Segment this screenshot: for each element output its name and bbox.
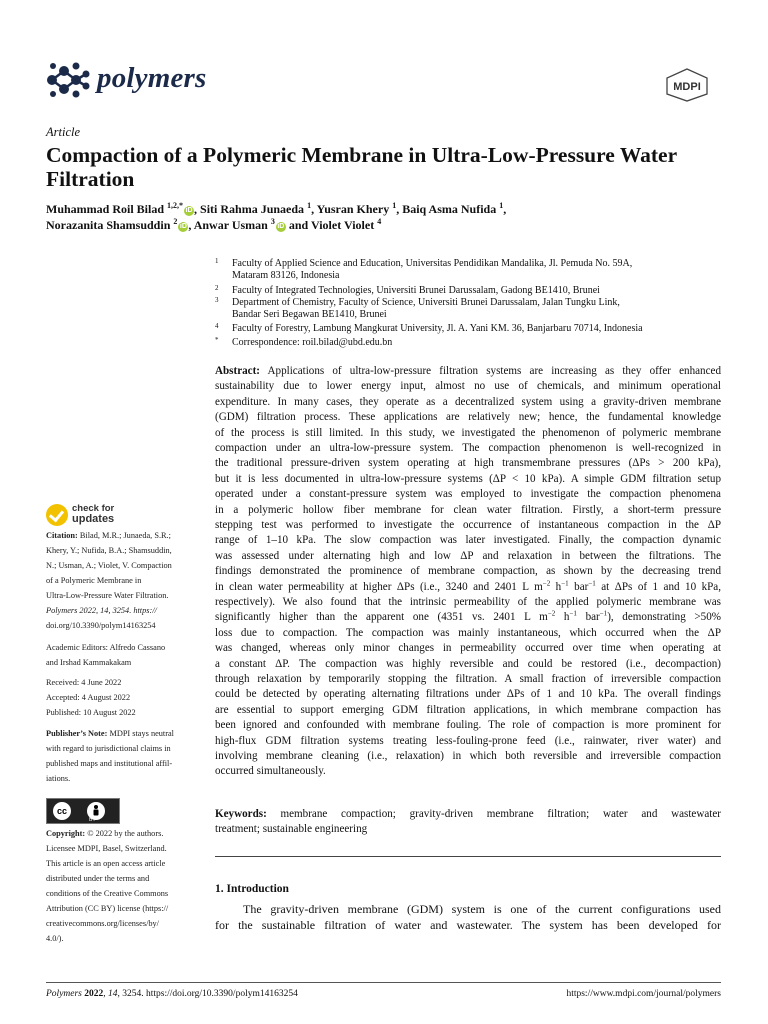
author-affiliation-marker: 1	[499, 201, 504, 210]
author-name: Siti Rahma Junaeda	[200, 202, 305, 216]
publisher-note: Publisher’s Note: MDPI stays neutral with regard to jurisdictional claims in published maps and institutional affil- iations.	[46, 729, 174, 783]
citation-block: Citation: Bilad, M.R.; Junaeda, S.R.; Khery, Y.; Nufida, B.A.; Shamsuddin, N.; Usman, A.; Violet, V. Compaction of a Polymeric Membrane in Ultra-Low-Pressure Water Filtration. Polymers 2022, 14, 3254. https:// doi.org/10.3390/polym14163254	[46, 531, 172, 630]
abstract-line: are essential to support emerging GDM filtration applications, in which membrane compaction has	[215, 703, 721, 716]
check-for-updates-button[interactable]	[46, 504, 186, 530]
introduction-line: The gravity-driven membrane (GDM) system is one of the current configurations used	[243, 902, 721, 916]
creative-commons-icon: cc	[53, 802, 71, 820]
article-title: Compaction of a Polymeric Membrane in Ultra-Low-Pressure Water Filtration	[46, 143, 677, 191]
abstract-line: (GDM) filtration process. These applications are relatively new; hence, the fundamental knowledge	[215, 411, 721, 424]
author-name: Anwar Usman	[193, 218, 268, 232]
abstract-line: stepping test was performed to investigate the occurrence of instantaneous compaction in the ΔP	[215, 519, 721, 531]
affiliation-text: Correspondence: roil.bilad@ubd.edu.bn	[232, 337, 393, 348]
abstract-line: sustainability due to lower energy input, almost no use of chemicals, and minimum operational	[215, 380, 721, 393]
abstract-line: could be detected by operating alternating filtrations under ΔPs of 1 and 10 kPa. The overall findings	[215, 688, 721, 701]
affiliation-text: Faculty of Applied Science and Education, Universitas Pendidikan Mandalika, Jl. Pemuda No. 59A, Mataram 83126, Indonesia	[232, 258, 633, 281]
svg-text:MDPI: MDPI	[673, 81, 701, 93]
abstract-line: been ignored and confounded with membrane fouling. The role of compaction is more prominent for	[215, 719, 721, 732]
author-name: Violet Violet	[310, 218, 375, 232]
abstract-line: was assessed under alternating high and low ΔP and relaxation in between the filtrations. The	[215, 549, 721, 562]
orcid-icon[interactable]: iD	[277, 223, 285, 230]
abstract-line: range of 1–10 kPa. The slow compaction was later investigated. Finally, the compaction dynamic	[215, 534, 721, 547]
affiliation-number: 4	[215, 322, 219, 330]
affiliation-number: 3	[215, 296, 219, 304]
author-affiliation-marker: 4	[377, 217, 382, 226]
section-divider	[215, 856, 721, 857]
abstract-line: involving membrane cleaning (i.e., relaxation) in which both reversible and irreversible compaction	[215, 750, 721, 762]
abstract-line: operated under a constant-pressure system was employed to investigate the compaction phenomena	[215, 488, 721, 501]
author-affiliation-marker: 1	[307, 201, 312, 210]
citation-doi-link[interactable]: doi.org/10.3390/polym14163254	[46, 621, 156, 630]
abstract-line: compaction under an ultra-low-pressure system. The compaction phenomenon is well-recognized in	[215, 442, 721, 454]
abstract-line: in clean water permeability at higher ΔPs (i.e., 3240 and 2401 L $m^{-2}$ $h^{-1}$ bar$^{-1}$ at ΔPs of 1 and 10 kPa,	[215, 578, 722, 593]
keywords-label: Keywords:	[215, 808, 267, 820]
academic-editors: Academic Editors: Alfredo Cassano and Irshad Kammakakam	[46, 643, 166, 667]
affiliation-text: Department of Chemistry, Faculty of Science, Universiti Brunei Darussalam, Jalan Tungku Link, Bandar Seri Begawan BE1410, Brunei	[232, 297, 620, 320]
section-heading-introduction: 1. Introduction	[215, 883, 289, 895]
publication-dates	[46, 675, 196, 720]
journal-logo-icon	[46, 62, 90, 98]
mdpi-logo-icon	[665, 68, 709, 102]
abstract-line: loss due to compaction. The compaction was mainly instantaneous, which occurred when the ΔP	[215, 626, 721, 639]
author-affiliation-marker: 1,2,*	[167, 201, 184, 210]
author-name: Yusran Khery	[316, 202, 390, 216]
accepted-date: Accepted: 4 August 2022	[46, 693, 131, 702]
author-affiliation-marker: 2	[173, 217, 178, 226]
abstract-line: significantly higher than the apparent one (4351 vs. 2401 L $m^{-2}$ $h^{-1}$ bar$^{-1}$), demonstrating >50%	[215, 609, 722, 624]
journal-name: polymers	[97, 62, 207, 94]
orcid-icon[interactable]: iD	[179, 223, 187, 230]
abstract-line: was changed, whereas only minor changes in permeability occurred over time when operating at	[215, 642, 721, 655]
affiliation-text: Faculty of Forestry, Lambung Mangkurat University, Jl. A. Yani KM. 36, Banjarbaru 70714, Indonesia	[232, 323, 643, 334]
abstract-line: a constant ΔP. The compaction was highly reversible and could be restored (i.e., decompaction)	[215, 657, 721, 670]
article-type: Article	[46, 125, 81, 139]
orcid-icon[interactable]: iD	[185, 207, 193, 214]
received-date: Received: 4 June 2022	[46, 678, 122, 687]
footer-divider	[46, 982, 721, 983]
abstract-line: but it is less documented in ultra-low-pressure systems (ΔP < 10 kPa). A simple GDM filtration setup	[215, 472, 721, 485]
keywords-line: treatment; sustainable engineering	[215, 823, 368, 836]
abstract-line: high-flux GDM filtration systems treating less-fouling-prone feed (i.e., rainwater, river water) and	[215, 734, 721, 747]
affiliation-text: Faculty of Integrated Technologies, Universiti Brunei Darussalam, Gadong BE1410, Brunei	[232, 285, 600, 296]
abstract-line: occurred simultaneously.	[215, 765, 326, 778]
affiliation-number: *	[215, 336, 219, 344]
footer-journal-link[interactable]: https://www.mdpi.com/journal/polymers	[566, 989, 721, 999]
footer-citation: Polymers 2022, 14, 3254. https://doi.org/10.3390/polym14163254	[46, 989, 298, 999]
author-list: Norazanita Shamsuddin $^2$iD , Anwar Usman $^3$iD and Violet Violet $^4$	[46, 217, 382, 232]
abstract-line: the traditional pressure-driven system operating at high transmembrane pressures (ΔPs > 200 kPa),	[215, 457, 721, 470]
abstract-label: Abstract:	[215, 365, 260, 377]
author-name: Baiq Asma Nufida	[402, 202, 497, 216]
author-name: Muhammad Roil Bilad	[46, 202, 165, 216]
check-updates-icon	[46, 504, 68, 526]
copyright-notice: Copyright: © 2022 by the authors. Licensee MDPI, Basel, Switzerland. This article is an open access article distributed under the terms and conditions of the Creative Commons Attribution (CC BY) license (https:// creativecommons.org/licenses/by/ 4.0/).	[46, 829, 169, 943]
citation-label: Citation:	[46, 531, 78, 540]
affiliation-number: 1	[215, 257, 219, 265]
abstract-line: Abstract: Applications of ultra-low-pressure filtration systems are increasing as they offer enhanced	[215, 365, 721, 377]
abstract-line: through relaxation by temporarily stopping the filtration. A small fraction of irreversible compaction	[215, 673, 721, 685]
abstract-line: expenditure. In many cases, they operate as a decentralized system using a gravity-driven membrane	[215, 395, 721, 408]
check-updates-label: check for updates	[72, 503, 115, 525]
author-list: Muhammad Roil Bilad $^{1,2,*}$iD , Siti Rahma Junaeda $^1$, Yusran Khery $^1$, Baiq Asma Nufida $^1$,	[46, 201, 507, 216]
abstract-line: of the process is still limited. In this study, we investigated the phenomenon of polymeric membrane	[215, 426, 721, 439]
affiliation-number: 2	[215, 284, 219, 292]
author-name: Norazanita Shamsuddin	[46, 218, 171, 232]
keywords-line: Keywords: membrane compaction; gravity-driven membrane filtration; water and wastewater	[215, 808, 721, 820]
published-date: Published: 10 August 2022	[46, 708, 136, 717]
introduction-line: for the sustainable filtration of water and wastewater. The system has been developed for	[215, 918, 721, 932]
abstract-line: respectively). We also found that the intrinsic permeability of the applied polymeric membrane was	[215, 596, 721, 608]
abstract-line: in a polymeric hollow fiber membrane for clean water filtration. Firstly, a short-term pressure	[215, 503, 721, 516]
abstract-line: findings demonstrated the prominence of membrane compaction, as shown by the decreasing trend	[215, 565, 721, 578]
cc-by-license-badge[interactable]: cc BY	[46, 798, 120, 824]
author-affiliation-marker: 1	[392, 201, 397, 210]
author-affiliation-marker: 3	[270, 217, 275, 226]
